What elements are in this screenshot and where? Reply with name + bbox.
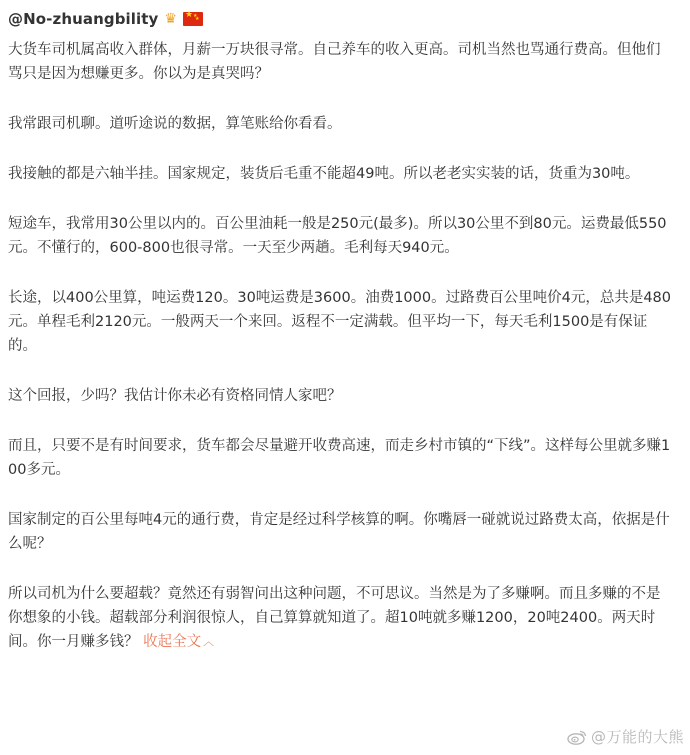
post-paragraph: 我接触的都是六轴半挂。国家规定，装货后毛重不能超49吨。所以老老实实装的话，货重为30吨。	[8, 166, 640, 182]
post-body	[8, 38, 672, 654]
watermark	[567, 726, 684, 747]
post-header	[8, 6, 682, 32]
last-paragraph-text: 所以司机为什么要超载？竟然还有弱智问出这种问题，不可思议。当然是为了多赚啊。而且多赚的不是你想象的小钱。超载部分利润很惊人，自己算算就知道了。超10吨就多赚1200，20吨2400。两天时间。你一月赚多钱？	[8, 586, 661, 650]
author-username[interactable]: @No-zhuangbility	[8, 10, 159, 28]
collapse-label: 收起全文	[143, 634, 202, 650]
collapse-full-text-link[interactable]	[143, 634, 214, 650]
post-paragraph: 我常跟司机聊。道听途说的数据，算笔账给你看看。	[8, 116, 342, 132]
post-paragraph-last	[8, 582, 672, 654]
watermark-text: @万能的大熊	[590, 728, 684, 746]
flag-small-star-icon: ★	[194, 16, 200, 22]
crown-icon: ♛	[164, 11, 177, 27]
chevron-up-icon: ︿	[203, 635, 215, 648]
post-paragraph: 而且，只要不是有时间要求，货车都会尽量避开收费高速，而走乡村市镇的“下线”。这样每公里就多赚100多元。	[8, 438, 671, 478]
flag-star-icon: ★	[184, 10, 194, 20]
post-paragraph: 大货车司机属高收入群体，月薪一万块很寻常。自己养车的收入更高。司机当然也骂通行费高。但他们骂只是因为想赚更多。你以为是真哭吗？	[8, 42, 661, 82]
weibo-logo-icon	[567, 729, 587, 745]
china-flag-icon	[183, 12, 203, 26]
post-paragraph: 这个回报，少吗？我估计你未必有资格同情人家吧？	[8, 388, 342, 404]
flag-small-star-icon: ★	[192, 13, 198, 19]
post-paragraph: 长途，以400公里算，吨运费120。30吨运费是3600。油费1000。过路费百公里吨价4元，总共是480元。单程毛利2120元。一般两天一个来回。返程不一定满载。但平均一下，每天毛利1500是有保证的。	[8, 290, 672, 354]
post-paragraph: 国家制定的百公里每吨4元的通行费，肯定是经过科学核算的啊。你嘴唇一碰就说过路费太高，依据是什么呢？	[8, 512, 670, 552]
post-paragraph: 短途车，我常用30公里以内的。百公里油耗一般是250元(最多)。所以30公里不到80元。运费最低550元。不懂行的，600-800也很寻常。一天至少两趟。毛利每天940元。	[8, 216, 667, 256]
